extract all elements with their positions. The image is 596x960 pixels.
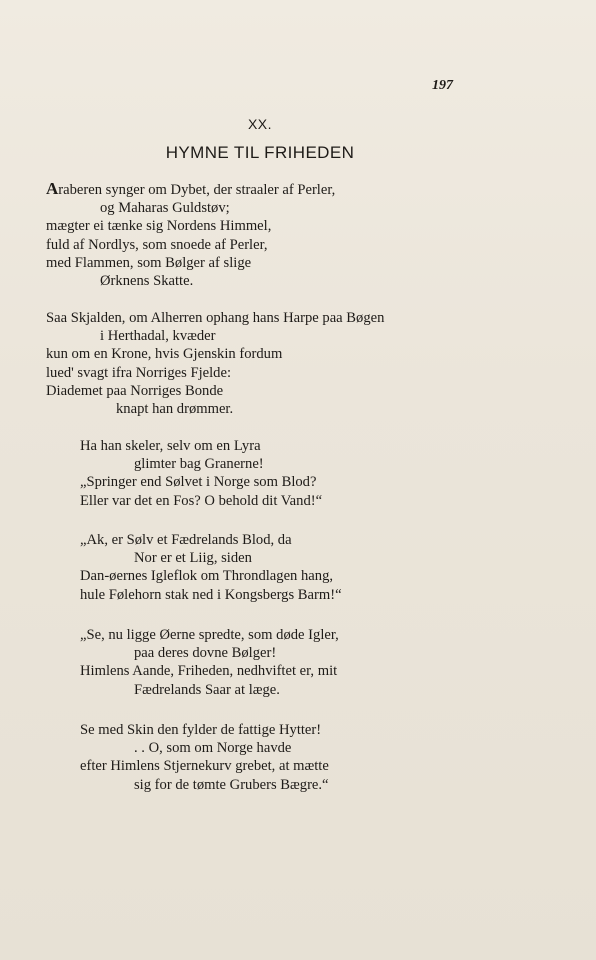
poem-line: knapt han drømmer. — [116, 401, 234, 418]
stanza-5 — [80, 626, 339, 699]
stanza-4 — [80, 531, 342, 604]
poem-line: „Se, nu ligge Øerne spredte, som døde Igler, — [80, 627, 339, 643]
poem-line: Fædrelands Saar at læge. — [134, 681, 280, 698]
poem-line: efter Himlens Stjernekurv grebet, at mætte — [80, 758, 329, 775]
line-text: raberen synger om Dybet, der straaler af Perler, — [58, 182, 336, 198]
poem-line: lued' svagt ifra Norriges Fjelde: — [46, 364, 232, 381]
poem-line: „Springer end Sølvet i Norge som Blod? — [80, 474, 317, 491]
poem-line: i Herthadal, kvæder — [100, 328, 216, 345]
poem-line: kun om en Krone, hvis Gjenskin fordum — [46, 346, 283, 363]
poem-line: paa deres dovne Bølger! — [134, 645, 277, 662]
poem-line: . . O, som om Norge havde — [134, 740, 292, 757]
poem-line: Saa Skjalden, om Alherren ophang hans Harpe paa Bøgen — [46, 310, 385, 326]
poem-line: „Ak, er Sølv et Fædrelands Blod, da — [80, 532, 292, 548]
poem-title: HYMNE TIL FRIHEDEN — [165, 143, 355, 162]
poem-line — [46, 180, 335, 199]
page-number: 197 — [432, 78, 453, 93]
poem-line: med Flammen, som Bølger af slige — [46, 254, 252, 271]
poem-line: Ørknens Skatte. — [100, 273, 194, 290]
poem-line: Diademet paa Norriges Bonde — [46, 382, 224, 399]
poem-line: Se med Skin den fylder de fattige Hytter! — [80, 722, 322, 738]
chapter-number: XX. — [247, 116, 273, 132]
poem-line: fuld af Nordlys, som snoede af Perler, — [46, 236, 268, 253]
stanza-2 — [46, 309, 384, 418]
poem-line: Nor er et Liig, siden — [134, 550, 252, 567]
stanza-6 — [80, 721, 329, 794]
poem-line: glimter bag Granerne! — [134, 456, 264, 473]
stanza-3 — [80, 437, 322, 510]
drop-initial: A — [46, 179, 59, 198]
stanza-1 — [46, 180, 335, 290]
poem-line: og Maharas Guldstøv; — [100, 200, 230, 217]
poem-line: Himlens Aande, Friheden, nedhviftet er, mit — [80, 663, 338, 680]
poem-line: hule Følehorn stak ned i Kongsbergs Barm!“ — [80, 586, 342, 603]
poem-line: Dan-øernes Igleflok om Throndlagen hang, — [80, 568, 334, 585]
poem-line: Ha han skeler, selv om en Lyra — [80, 438, 261, 454]
poem-line: mægter ei tænke sig Nordens Himmel, — [46, 218, 272, 235]
poem-line: sig for de tømte Grubers Bægre.“ — [134, 776, 329, 793]
poem-line: Eller var det en Fos? O behold dit Vand!“ — [80, 492, 323, 509]
